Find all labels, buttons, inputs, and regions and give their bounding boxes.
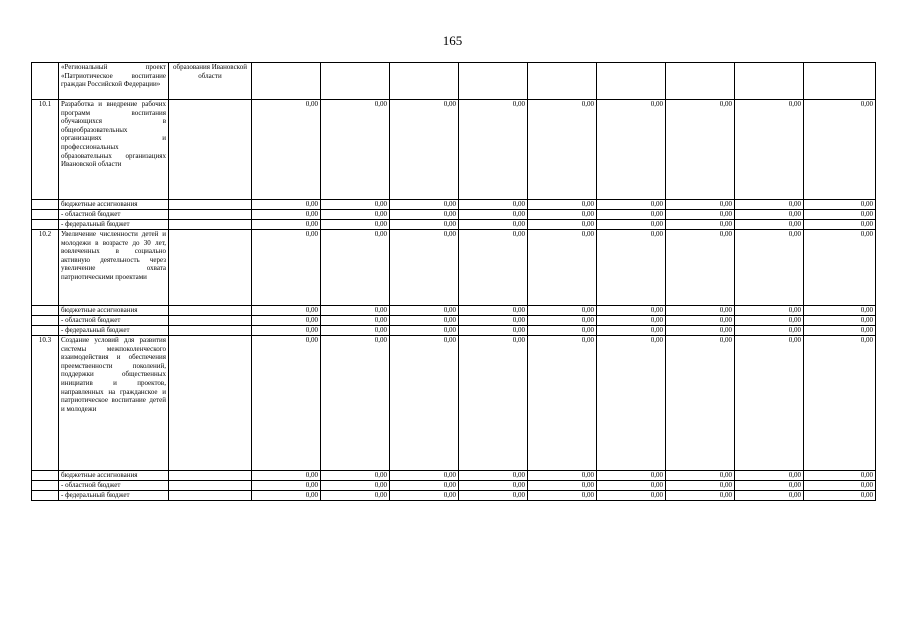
value-cell: 0,00 xyxy=(390,210,459,220)
value-cell: 0,00 xyxy=(804,220,876,230)
value-cell: 0,00 xyxy=(528,491,597,501)
value-cell: 0,00 xyxy=(666,481,735,491)
value-cell: 0,00 xyxy=(321,491,390,501)
value-cell: 0,00 xyxy=(735,326,804,336)
value-cell: 0,00 xyxy=(804,491,876,501)
value-cell: 0,00 xyxy=(597,230,666,306)
number-cell xyxy=(32,326,59,336)
value-cell: 0,00 xyxy=(666,220,735,230)
value-cell: 0,00 xyxy=(735,316,804,326)
value-cell: 0,00 xyxy=(528,220,597,230)
funding-row xyxy=(32,491,876,501)
value-cell: 0,00 xyxy=(252,200,321,210)
value-cell: 0,00 xyxy=(528,336,597,471)
value-cell: 0,00 xyxy=(321,230,390,306)
value-cell: 0,00 xyxy=(735,200,804,210)
value-cell xyxy=(528,63,597,100)
value-cell xyxy=(666,63,735,100)
funding-label: - федеральный бюджет xyxy=(59,220,169,230)
funding-row xyxy=(32,481,876,491)
value-cell: 0,00 xyxy=(597,471,666,481)
executor-cell xyxy=(169,210,252,220)
funding-row xyxy=(32,471,876,481)
value-cell: 0,00 xyxy=(459,100,528,200)
number-cell xyxy=(32,471,59,481)
value-cell: 0,00 xyxy=(528,306,597,316)
value-cell: 0,00 xyxy=(321,481,390,491)
section-description: Разработка и внедрение рабочих программ воспитания обучающихся в общеобразовательных организациях и профессиональных образовательных организациях Ивановской области xyxy=(59,100,169,200)
value-cell: 0,00 xyxy=(390,336,459,471)
funding-label: - областной бюджет xyxy=(59,210,169,220)
table-body xyxy=(32,63,876,501)
value-cell: 0,00 xyxy=(804,306,876,316)
number-cell xyxy=(32,210,59,220)
executor-cell xyxy=(169,316,252,326)
value-cell: 0,00 xyxy=(666,210,735,220)
value-cell: 0,00 xyxy=(597,306,666,316)
value-cell xyxy=(804,63,876,100)
value-cell: 0,00 xyxy=(390,306,459,316)
value-cell: 0,00 xyxy=(528,210,597,220)
value-cell: 0,00 xyxy=(459,326,528,336)
section-description: Увеличение численности детей и молодежи в возрасте до 30 лет, вовлеченных в социально активную деятельность через увеличение охвата патриотическими проектами xyxy=(59,230,169,306)
value-cell: 0,00 xyxy=(459,481,528,491)
value-cell: 0,00 xyxy=(528,200,597,210)
executor-cell xyxy=(169,230,252,306)
value-cell: 0,00 xyxy=(252,100,321,200)
value-cell: 0,00 xyxy=(804,481,876,491)
value-cell: 0,00 xyxy=(666,491,735,501)
value-cell: 0,00 xyxy=(597,100,666,200)
value-cell: 0,00 xyxy=(252,491,321,501)
funding-label: - областной бюджет xyxy=(59,481,169,491)
value-cell: 0,00 xyxy=(804,316,876,326)
value-cell xyxy=(597,63,666,100)
value-cell: 0,00 xyxy=(252,220,321,230)
value-cell xyxy=(252,63,321,100)
value-cell: 0,00 xyxy=(597,336,666,471)
value-cell: 0,00 xyxy=(528,481,597,491)
value-cell: 0,00 xyxy=(804,336,876,471)
number-cell xyxy=(32,220,59,230)
value-cell: 0,00 xyxy=(459,306,528,316)
value-cell: 0,00 xyxy=(321,200,390,210)
executor-cell xyxy=(169,336,252,471)
value-cell: 0,00 xyxy=(597,210,666,220)
funding-label: - федеральный бюджет xyxy=(59,491,169,501)
value-cell: 0,00 xyxy=(390,471,459,481)
value-cell: 0,00 xyxy=(252,481,321,491)
section-number: 10.3 xyxy=(32,336,59,471)
value-cell: 0,00 xyxy=(321,220,390,230)
executor-cell xyxy=(169,100,252,200)
value-cell: 0,00 xyxy=(390,316,459,326)
section-row xyxy=(32,230,876,306)
value-cell: 0,00 xyxy=(597,220,666,230)
value-cell: 0,00 xyxy=(252,471,321,481)
budget-table xyxy=(31,62,876,501)
executor-cell xyxy=(169,471,252,481)
value-cell: 0,00 xyxy=(528,471,597,481)
number-cell xyxy=(32,306,59,316)
value-cell: 0,00 xyxy=(528,326,597,336)
executor-cell xyxy=(169,200,252,210)
value-cell: 0,00 xyxy=(735,100,804,200)
value-cell: 0,00 xyxy=(735,491,804,501)
value-cell: 0,00 xyxy=(597,481,666,491)
page-number: 165 xyxy=(442,33,463,48)
value-cell: 0,00 xyxy=(321,316,390,326)
value-cell: 0,00 xyxy=(390,481,459,491)
value-cell: 0,00 xyxy=(666,100,735,200)
value-cell: 0,00 xyxy=(459,491,528,501)
funding-label: бюджетные ассигнования xyxy=(59,306,169,316)
funding-row xyxy=(32,220,876,230)
value-cell: 0,00 xyxy=(252,336,321,471)
value-cell: 0,00 xyxy=(666,200,735,210)
value-cell: 0,00 xyxy=(597,326,666,336)
value-cell: 0,00 xyxy=(252,210,321,220)
continued-row xyxy=(32,63,876,100)
value-cell: 0,00 xyxy=(390,491,459,501)
value-cell: 0,00 xyxy=(390,326,459,336)
funding-row xyxy=(32,200,876,210)
funding-label: - федеральный бюджет xyxy=(59,326,169,336)
executor-cell xyxy=(169,326,252,336)
value-cell: 0,00 xyxy=(459,336,528,471)
value-cell: 0,00 xyxy=(804,200,876,210)
funding-row xyxy=(32,326,876,336)
value-cell: 0,00 xyxy=(459,471,528,481)
funding-row xyxy=(32,210,876,220)
value-cell: 0,00 xyxy=(528,230,597,306)
funding-label: бюджетные ассигнования xyxy=(59,200,169,210)
value-cell: 0,00 xyxy=(528,316,597,326)
value-cell: 0,00 xyxy=(390,220,459,230)
section-row xyxy=(32,336,876,471)
value-cell: 0,00 xyxy=(804,471,876,481)
value-cell: 0,00 xyxy=(321,100,390,200)
value-cell: 0,00 xyxy=(252,306,321,316)
value-cell: 0,00 xyxy=(804,230,876,306)
value-cell: 0,00 xyxy=(597,200,666,210)
value-cell: 0,00 xyxy=(666,230,735,306)
value-cell: 0,00 xyxy=(321,326,390,336)
value-cell xyxy=(390,63,459,100)
description-cell: «Региональный проект «Патриотическое воспитание граждан Российской Федерации» xyxy=(59,63,169,100)
section-number: 10.1 xyxy=(32,100,59,200)
value-cell: 0,00 xyxy=(666,306,735,316)
value-cell xyxy=(735,63,804,100)
executor-cell xyxy=(169,220,252,230)
section-row xyxy=(32,100,876,200)
value-cell: 0,00 xyxy=(321,336,390,471)
value-cell: 0,00 xyxy=(666,316,735,326)
value-cell xyxy=(321,63,390,100)
number-cell xyxy=(32,200,59,210)
value-cell: 0,00 xyxy=(735,336,804,471)
value-cell: 0,00 xyxy=(735,471,804,481)
value-cell: 0,00 xyxy=(252,230,321,306)
value-cell: 0,00 xyxy=(390,200,459,210)
number-cell xyxy=(32,491,59,501)
value-cell: 0,00 xyxy=(459,220,528,230)
number-cell xyxy=(32,63,59,100)
value-cell: 0,00 xyxy=(390,230,459,306)
value-cell xyxy=(459,63,528,100)
value-cell: 0,00 xyxy=(528,100,597,200)
value-cell: 0,00 xyxy=(666,326,735,336)
value-cell: 0,00 xyxy=(735,481,804,491)
value-cell: 0,00 xyxy=(666,336,735,471)
section-description: Создание условий для развития системы межпоколенческого взаимодействия и обеспечения преемственности поколений, поддержки общественных инициатив и проектов, направленных на гражданское и патриотическое воспитание детей и молодежи xyxy=(59,336,169,471)
value-cell: 0,00 xyxy=(666,471,735,481)
value-cell: 0,00 xyxy=(735,220,804,230)
value-cell: 0,00 xyxy=(597,491,666,501)
value-cell: 0,00 xyxy=(459,230,528,306)
value-cell: 0,00 xyxy=(459,200,528,210)
value-cell: 0,00 xyxy=(735,210,804,220)
executor-cell xyxy=(169,481,252,491)
funding-label: бюджетные ассигнования xyxy=(59,471,169,481)
value-cell: 0,00 xyxy=(459,210,528,220)
value-cell: 0,00 xyxy=(804,326,876,336)
value-cell: 0,00 xyxy=(321,306,390,316)
value-cell: 0,00 xyxy=(735,306,804,316)
value-cell: 0,00 xyxy=(459,316,528,326)
funding-label: - областной бюджет xyxy=(59,316,169,326)
executor-cell xyxy=(169,491,252,501)
value-cell: 0,00 xyxy=(735,230,804,306)
value-cell: 0,00 xyxy=(252,326,321,336)
funding-row xyxy=(32,306,876,316)
value-cell: 0,00 xyxy=(390,100,459,200)
value-cell: 0,00 xyxy=(321,210,390,220)
funding-row xyxy=(32,316,876,326)
value-cell: 0,00 xyxy=(321,471,390,481)
value-cell: 0,00 xyxy=(252,316,321,326)
value-cell: 0,00 xyxy=(804,210,876,220)
number-cell xyxy=(32,481,59,491)
value-cell: 0,00 xyxy=(804,100,876,200)
value-cell: 0,00 xyxy=(597,316,666,326)
executor-cell: образования Ивановской области xyxy=(169,63,252,100)
number-cell xyxy=(32,316,59,326)
executor-cell xyxy=(169,306,252,316)
section-number: 10.2 xyxy=(32,230,59,306)
